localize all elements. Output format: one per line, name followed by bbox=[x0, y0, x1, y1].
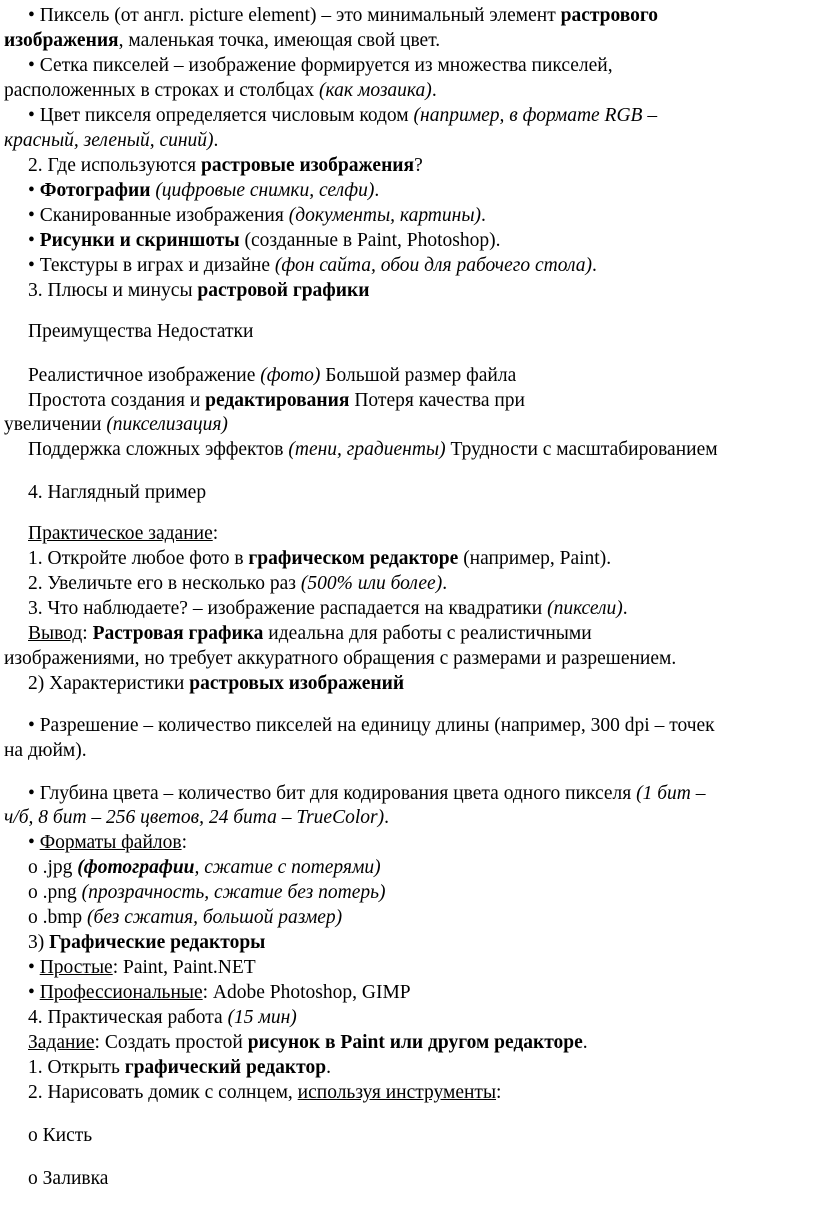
line-pixel-definition-cont: изображения, маленькая точка, имеющая свой цвет. bbox=[4, 30, 441, 51]
list-item-scans: • Сканированные изображения (документы, картины). bbox=[28, 205, 486, 226]
resolution-item: • Разрешение – количество пикселей на единицу длины (например, 300 dpi – точек bbox=[28, 715, 715, 736]
color-depth-item: • Глубина цвета – количество бит для кодирования цвета одного пикселя (1 бит – bbox=[28, 783, 706, 804]
heading-where-used: 2. Где используются растровые изображения? bbox=[28, 155, 423, 176]
format-png: o .png (прозрачность, сжатие без потерь) bbox=[28, 882, 386, 903]
heading-editors: 3) Графические редакторы bbox=[28, 932, 266, 953]
line-pixel-grid: • Сетка пикселей – изображение формируется из множества пикселей, bbox=[28, 55, 613, 76]
assignment-step-1: 1. Открыть графический редактор. bbox=[28, 1057, 331, 1078]
conclusion-cont: изображениями, но требует аккуратного обращения с размерами и разрешением. bbox=[4, 648, 677, 669]
list-item-drawings: • Рисунки и скриншоты (созданные в Paint, Photoshop). bbox=[28, 230, 501, 251]
assignment: Задание: Создать простой рисунок в Paint или другом редакторе. bbox=[28, 1032, 588, 1053]
color-depth-item-cont: ч/б, 8 бит – 256 цветов, 24 бита – TrueColor). bbox=[4, 807, 389, 828]
heading-practical-work: 4. Практическая работа (15 мин) bbox=[28, 1007, 297, 1028]
list-item-textures: • Текстуры в играх и дизайне (фон сайта, обои для рабочего стола). bbox=[28, 255, 597, 276]
tool-fill: o Заливка bbox=[28, 1168, 109, 1189]
heading-characteristics: 2) Характеристики растровых изображений bbox=[28, 673, 405, 694]
task-step-3: 3. Что наблюдаете? – изображение распадается на квадратики (пиксели). bbox=[28, 598, 628, 619]
editors-professional: • Профессиональные: Adobe Photoshop, GIMP bbox=[28, 982, 411, 1003]
list-item-photos: • Фотографии (цифровые снимки, селфи). bbox=[28, 180, 380, 201]
heading-example: 4. Наглядный пример bbox=[28, 482, 207, 503]
pros-cons-row-2: Простота создания и редактирования Потеря качества при bbox=[28, 390, 525, 411]
line-pixel-color: • Цвет пикселя определяется числовым кодом (например, в формате RGB – bbox=[28, 105, 658, 126]
file-formats-item: • Форматы файлов: bbox=[28, 832, 188, 853]
conclusion: Вывод: Растровая графика идеальна для работы с реалистичными bbox=[28, 623, 592, 644]
practical-task-label: Практическое задание: bbox=[28, 523, 219, 544]
task-step-2: 2. Увеличьте его в несколько раз (500% или более). bbox=[28, 573, 448, 594]
heading-pros-cons: 3. Плюсы и минусы растровой графики bbox=[28, 280, 370, 301]
line-pixel-grid-cont: расположенных в строках и столбцах (как мозаика). bbox=[4, 80, 437, 101]
task-step-1: 1. Откройте любое фото в графическом редакторе (например, Paint). bbox=[28, 548, 612, 569]
line-pixel-color-cont: красный, зеленый, синий). bbox=[4, 130, 219, 151]
editors-simple: • Простые: Paint, Paint.NET bbox=[28, 957, 256, 978]
format-bmp: o .bmp (без сжатия, большой размер) bbox=[28, 907, 343, 928]
format-jpg: o .jpg (фотографии, сжатие с потерями) bbox=[28, 857, 381, 878]
pros-cons-row-2-cont: увеличении (пикселизация) bbox=[4, 414, 228, 435]
pros-cons-header: Преимущества Недостатки bbox=[28, 321, 254, 342]
line-pixel-definition: • Пиксель (от англ. picture element) – это минимальный элемент растрового bbox=[28, 5, 659, 26]
pros-cons-row-3: Поддержка сложных эффектов (тени, градиенты) Трудности с масштабированием bbox=[28, 439, 718, 460]
tool-brush: o Кисть bbox=[28, 1125, 93, 1146]
pros-cons-row-1: Реалистичное изображение (фото) Большой размер файла bbox=[28, 365, 517, 386]
assignment-step-2: 2. Нарисовать домик с солнцем, используя инструменты: bbox=[28, 1082, 502, 1103]
resolution-item-cont: на дюйм). bbox=[4, 740, 87, 761]
